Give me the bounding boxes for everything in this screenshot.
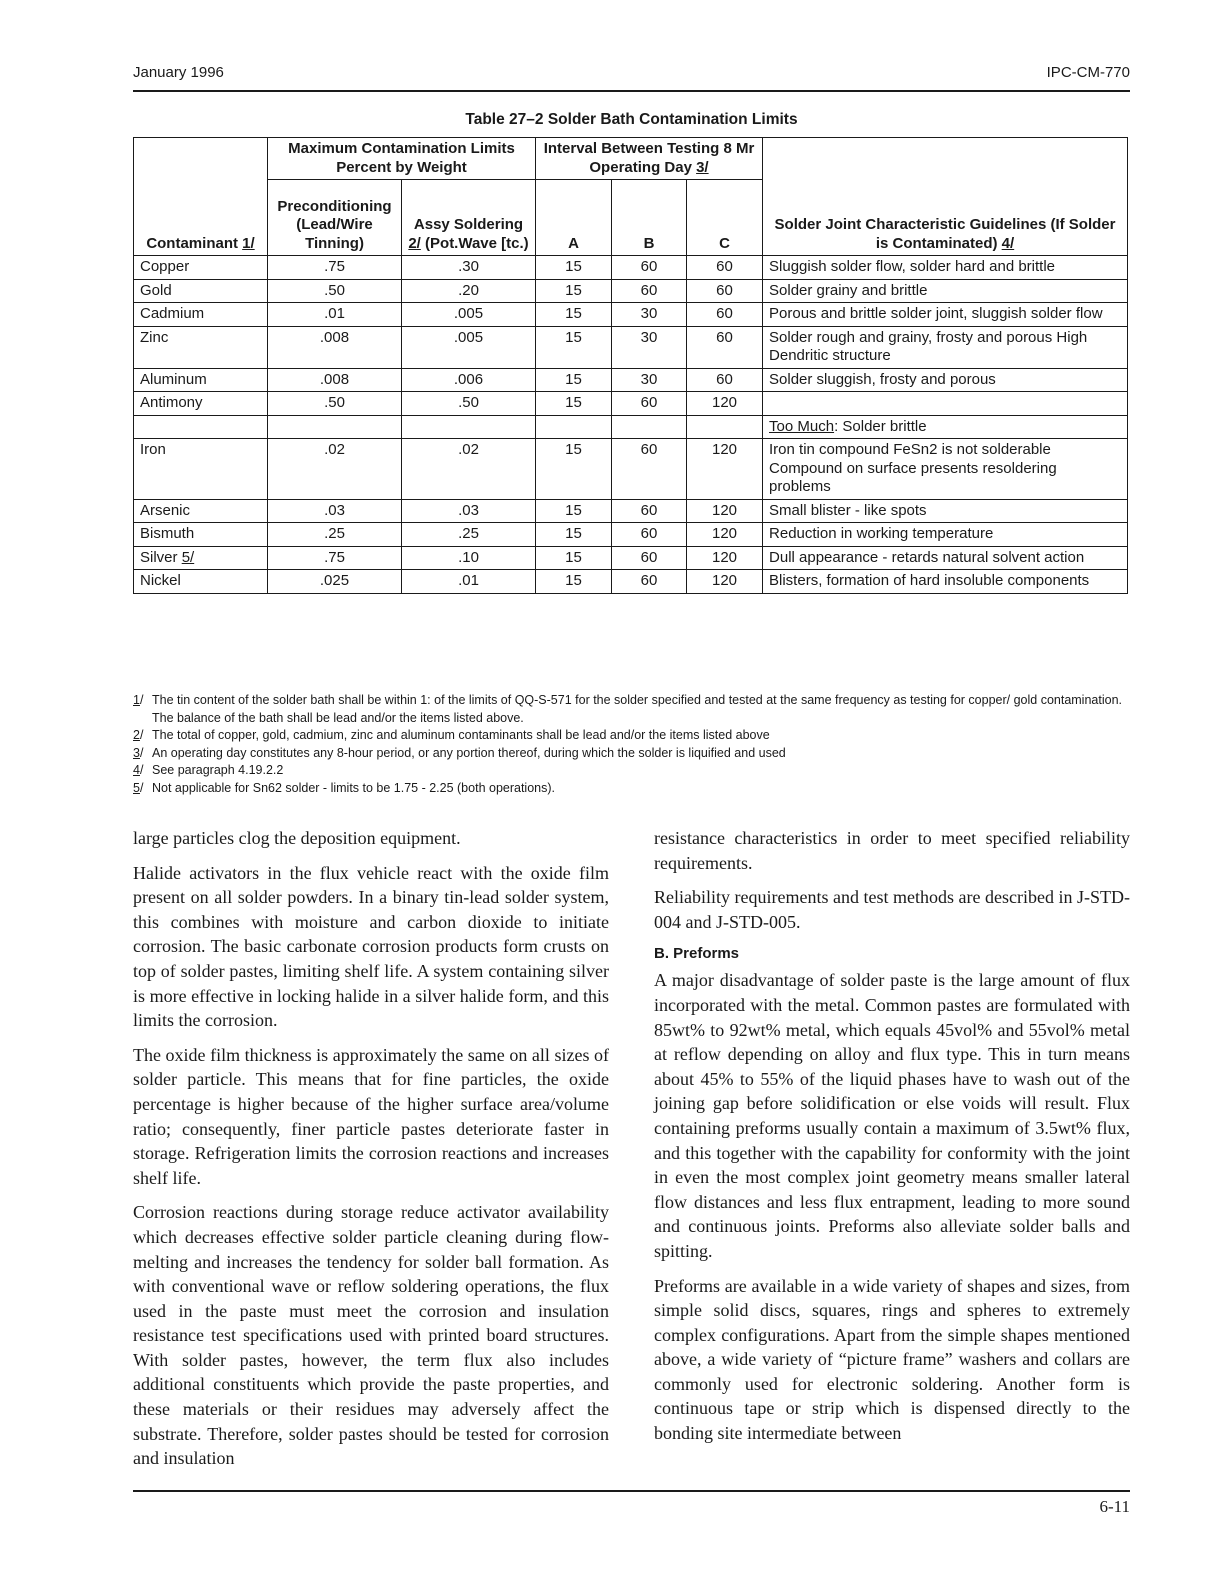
footnote-number: 2/ [133, 728, 144, 742]
cell-contaminant: Zinc [134, 326, 268, 368]
cell-guideline: Porous and brittle solder joint, sluggish solder flow [763, 303, 1128, 327]
header-preconditioning: Preconditioning (Lead/Wire Tinning) [268, 180, 402, 256]
cell-contaminant: Bismuth [134, 523, 268, 547]
header-contaminant: Contaminant 1/ [134, 138, 268, 256]
header-interval: Interval Between Testing 8 Mr Operating Day 3/ [536, 138, 763, 180]
footnote-number: 3/ [133, 745, 144, 760]
table-row [134, 415, 1128, 439]
cell-preconditioning: .008 [268, 368, 402, 392]
cell-guideline: Iron tin compound FeSn2 is not solderable Compound on surface presents resoldering problems [763, 439, 1128, 500]
table-row [134, 326, 1128, 368]
cell-guideline: Too Much: Solder brittle [763, 415, 1128, 439]
cell-contaminant [134, 415, 268, 439]
table-row [134, 303, 1128, 327]
table-row [134, 546, 1128, 570]
section-heading: B. Preforms [654, 945, 740, 963]
header-b: B [612, 180, 687, 256]
cell-assy-soldering: .005 [402, 303, 536, 327]
cell-c: 60 [687, 326, 763, 368]
cell-a: 15 [536, 368, 612, 392]
cell-c: 120 [687, 570, 763, 594]
cell-guideline: Solder rough and grainy, frosty and porous High Dendritic structure [763, 326, 1128, 368]
cell-b: 30 [612, 326, 687, 368]
footnote-number: 5/ [133, 780, 144, 795]
cell-c: 120 [687, 392, 763, 416]
paragraph: A major disadvantage of solder paste is the large amount of flux incorporated with the metal. Common pastes are formulated with 85wt% to 92wt% metal, which equals 45vol% and 55vol% metal at reflow depending on alloy and flux type. This in turn means about 45% to 55% of the liquid phases have to wash out of the joining gap before solidification or else voids will result. Flux containing preforms usually contain a maximum of 3.5wt% flux, and this together with the capability for conformity with the joint in even the most complex joint geometry means smaller lateral flow distances and less flux entrapment, leading to more sound and continuous joints. Preforms also alleviate solder balls and spitting. [654, 970, 1130, 1261]
paragraph: The oxide film thickness is approximately the same on all sizes of solder particle. This means that for fine particles, the oxide percentage is higher because of the higher surface area/volume ratio; consequently, finer particle pastes deteriorate faster in storage. Refrigeration limits the corrosion reactions and increases shelf life. [133, 1044, 609, 1188]
cell-contaminant: Cadmium [134, 303, 268, 327]
footnote [133, 762, 1130, 780]
cell-assy-soldering: .50 [402, 392, 536, 416]
cell-contaminant: Aluminum [134, 368, 268, 392]
cell-a: 15 [536, 523, 612, 547]
footnote-text: The total of copper, gold, cadmium, zinc and aluminum contaminants shall be lead and/or the items listed above [152, 728, 770, 742]
cell-b: 60 [612, 439, 687, 500]
cell-b: 60 [612, 523, 687, 547]
footnote [133, 745, 1130, 763]
page-number: 6-11 [1099, 1497, 1130, 1516]
right-column [654, 826, 1130, 1456]
header-assy-soldering: Assy Soldering 2/ (Pot.Wave [tc.) [402, 180, 536, 256]
cell-a: 15 [536, 392, 612, 416]
cell-preconditioning: .25 [268, 523, 402, 547]
header-c: C [687, 180, 763, 256]
cell-b [612, 415, 687, 439]
table-row [134, 368, 1128, 392]
cell-c: 120 [687, 439, 763, 500]
header-doc-id: IPC-CM-770 [1046, 64, 1130, 81]
cell-c: 60 [687, 279, 763, 303]
table-row [134, 256, 1128, 280]
cell-guideline: Dull appearance - retards natural solvent action [763, 546, 1128, 570]
cell-contaminant: Iron [134, 439, 268, 500]
cell-preconditioning: .03 [268, 499, 402, 523]
table-row [134, 279, 1128, 303]
cell-guideline: Small blister - like spots [763, 499, 1128, 523]
cell-preconditioning: .01 [268, 303, 402, 327]
contamination-table [133, 137, 1128, 594]
cell-a: 15 [536, 570, 612, 594]
cell-a: 15 [536, 439, 612, 500]
cell-c: 60 [687, 256, 763, 280]
cell-assy-soldering: .20 [402, 279, 536, 303]
table-row [134, 439, 1128, 500]
cell-preconditioning: .02 [268, 439, 402, 500]
footnote-text: The tin content of the solder bath shall be within 1: of the limits of QQ-S-571 for the solder specified and tested at the same frequency as testing for copper/ gold contamination. The balance of the bath shall be lead and/or the items listed above. [152, 693, 1122, 725]
paragraph: Halide activators in the flux vehicle react with the oxide film present on all solder powders. In a binary tin-lead solder system, this combines with moisture and carbon dioxide to initiate corrosion. The basic carbonate corrosion products form crusts on top of solder pastes, limiting shelf life. A system containing silver is more effective in locking halide in a silver halide form, and this limits the corrosion. [133, 862, 609, 1031]
cell-a [536, 415, 612, 439]
header-a: A [536, 180, 612, 256]
cell-contaminant: Nickel [134, 570, 268, 594]
cell-preconditioning: .008 [268, 326, 402, 368]
table-row [134, 392, 1128, 416]
paragraph: large particles clog the deposition equipment. [133, 828, 461, 848]
header-max-limits: Maximum Contamination Limits Percent by Weight [268, 138, 536, 180]
cell-b: 60 [612, 546, 687, 570]
cell-b: 30 [612, 303, 687, 327]
cell-b: 60 [612, 392, 687, 416]
paragraph: resistance characteristics in order to meet specified reliability requirements. [654, 828, 1130, 873]
cell-a: 15 [536, 499, 612, 523]
footnote-number: 1/ [133, 693, 144, 707]
cell-guideline: Solder sluggish, frosty and porous [763, 368, 1128, 392]
cell-a: 15 [536, 256, 612, 280]
cell-a: 15 [536, 303, 612, 327]
cell-assy-soldering: .005 [402, 326, 536, 368]
paragraph: Corrosion reactions during storage reduce activator availability which decreases effective solder particle cleaning during flow- melting and increases the tendency for solder ball formation. As with conventional wave or reflow soldering operations, the flux used in the paste must meet the corrosion and insulation resistance test specifications used with printed board structures. With solder pastes, however, the term flux also includes additional constituents which provide the paste properties, and these materials or their residues may adversely affect the substrate. Therefore, solder pastes should be tested for corrosion and insulation [133, 1202, 609, 1469]
page-header [133, 64, 1130, 92]
header-guidelines: Solder Joint Characteristic Guidelines (If Solder is Contaminated) 4/ [763, 138, 1128, 256]
cell-b: 60 [612, 279, 687, 303]
table-row [134, 499, 1128, 523]
paragraph: Reliability requirements and test methods are described in J-STD-004 and J-STD-005. [654, 887, 1130, 932]
table-row [134, 570, 1128, 594]
cell-contaminant: Gold [134, 279, 268, 303]
footnote [133, 780, 1130, 798]
cell-c: 120 [687, 523, 763, 547]
cell-preconditioning [268, 415, 402, 439]
cell-a: 15 [536, 546, 612, 570]
cell-contaminant: Antimony [134, 392, 268, 416]
cell-b: 30 [612, 368, 687, 392]
left-column [133, 826, 609, 1481]
cell-preconditioning: .50 [268, 279, 402, 303]
cell-guideline: Sluggish solder flow, solder hard and brittle [763, 256, 1128, 280]
cell-a: 15 [536, 279, 612, 303]
footer-divider [133, 1490, 1130, 1492]
table-title: Table 27–2 Solder Bath Contamination Limits [465, 111, 798, 128]
cell-assy-soldering: .30 [402, 256, 536, 280]
table-footnotes [133, 692, 1130, 797]
cell-guideline: Reduction in working temperature [763, 523, 1128, 547]
cell-assy-soldering: .02 [402, 439, 536, 500]
cell-preconditioning: .75 [268, 256, 402, 280]
cell-c: 120 [687, 499, 763, 523]
cell-guideline [763, 392, 1128, 416]
cell-b: 60 [612, 499, 687, 523]
cell-assy-soldering: .03 [402, 499, 536, 523]
footnote-text: An operating day constitutes any 8-hour period, or any portion thereof, during which the solder is liquified and used [152, 745, 786, 760]
cell-c: 60 [687, 303, 763, 327]
cell-contaminant: Silver 5/ [134, 546, 268, 570]
cell-guideline: Solder grainy and brittle [763, 279, 1128, 303]
cell-a: 15 [536, 326, 612, 368]
cell-c: 120 [687, 546, 763, 570]
footnote-text: See paragraph 4.19.2.2 [152, 763, 284, 777]
cell-contaminant: Copper [134, 256, 268, 280]
cell-preconditioning: .025 [268, 570, 402, 594]
cell-b: 60 [612, 256, 687, 280]
footnote-text: Not applicable for Sn62 solder - limits to be 1.75 - 2.25 (both operations). [152, 780, 555, 795]
cell-assy-soldering: .01 [402, 570, 536, 594]
cell-c: 60 [687, 368, 763, 392]
cell-assy-soldering [402, 415, 536, 439]
table-row [134, 523, 1128, 547]
paragraph: Preforms are available in a wide variety of shapes and sizes, from simple solid discs, squares, rings and spheres to extremely complex configurations. Apart from the simple shapes mentioned above, a wide variety of “picture frame” washers and collars are commonly used for electronic soldering. Another form is continuous tape or strip which is dispensed directly to the bonding site intermediate between [654, 1275, 1130, 1444]
cell-assy-soldering: .10 [402, 546, 536, 570]
footnote-number: 4/ [133, 763, 144, 777]
cell-assy-soldering: .25 [402, 523, 536, 547]
cell-b: 60 [612, 570, 687, 594]
footnote [133, 692, 1130, 727]
cell-preconditioning: .75 [268, 546, 402, 570]
footnote [133, 727, 1130, 745]
cell-contaminant: Arsenic [134, 499, 268, 523]
cell-preconditioning: .50 [268, 392, 402, 416]
cell-assy-soldering: .006 [402, 368, 536, 392]
cell-guideline: Blisters, formation of hard insoluble components [763, 570, 1128, 594]
header-date: January 1996 [133, 64, 224, 81]
cell-c [687, 415, 763, 439]
